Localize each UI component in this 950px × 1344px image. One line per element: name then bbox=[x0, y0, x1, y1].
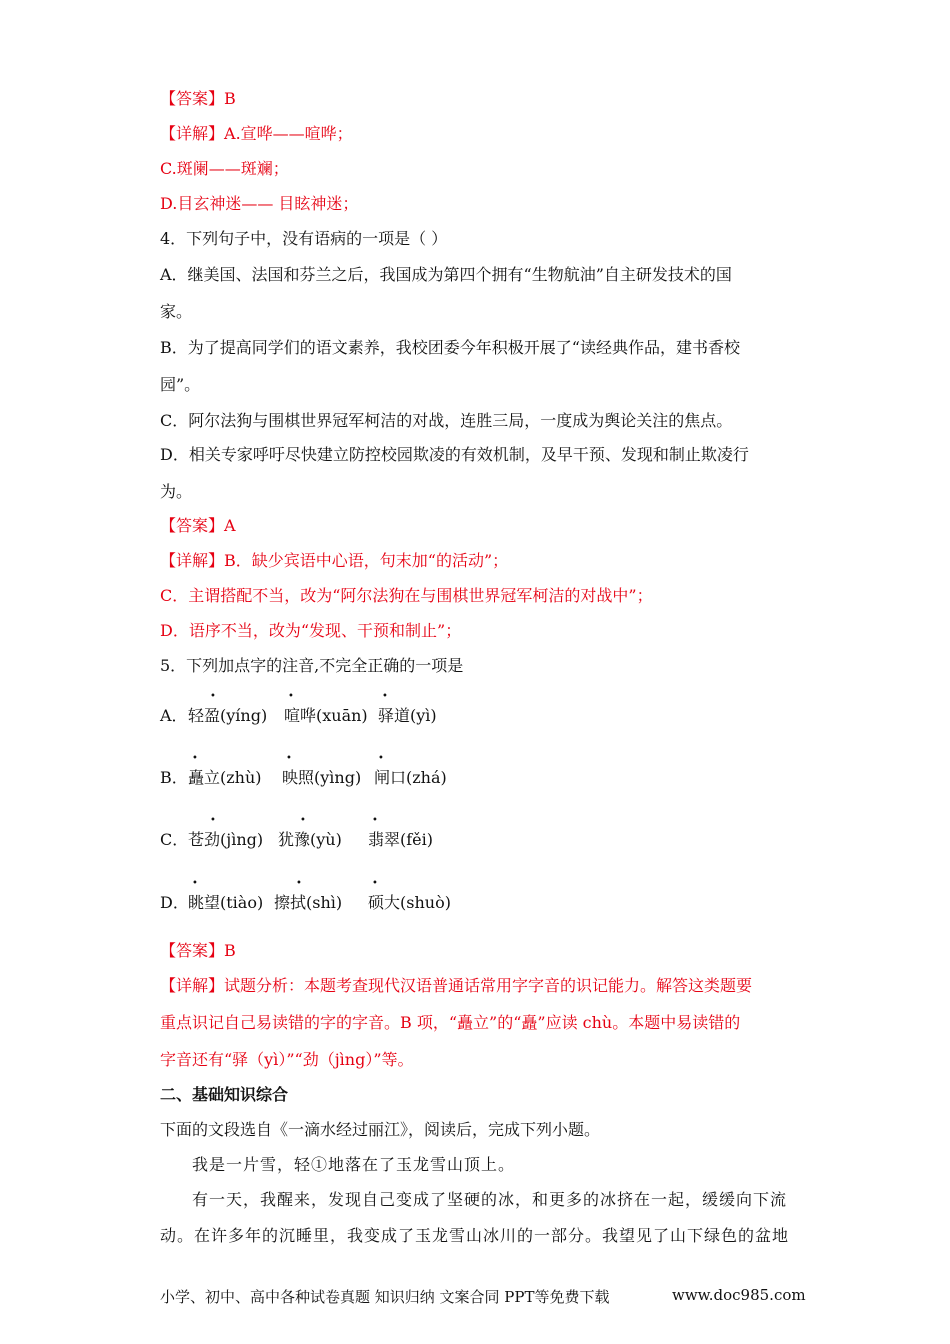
option-word-2: • 犹豫(yù) bbox=[278, 815, 342, 849]
passage-paragraph-2: 有一天，我醒来，发现自己变成了坚硬的冰，和更多的冰挤在一起，缓缓向下流 bbox=[192, 1190, 788, 1209]
detail-3-line: 重点识记自己易读错的字的字音。B 项，“矗立”的“矗”应读 chù。本题中易读错的 bbox=[160, 1013, 741, 1032]
option-label: D． bbox=[160, 893, 189, 912]
option-word-1: • 轻盈(yíng) bbox=[188, 691, 268, 725]
passage-paragraph-2-cont: 动。在许多年的沉睡里，我变成了玉龙雪山冰川的一部分。我望见了山下绿色的盆地 bbox=[160, 1226, 790, 1245]
detail-2-line: C．主谓搭配不当，改为“阿尔法狗在与围棋世界冠军柯洁的对战中”； bbox=[160, 586, 653, 605]
question-4-option-d: D．相关专家呼吁尽快建立防控校园欺凌的有效机制，及早干预、发现和制止欺凌行 bbox=[160, 445, 749, 464]
footer-site-link[interactable]: www.doc985.com bbox=[672, 1286, 806, 1304]
question-4-option-a: A．继美国、法国和芬兰之后，我国成为第四个拥有“生物航油”自主研发技术的国 bbox=[160, 265, 732, 284]
option-word-2: • 喧哗(xuān) bbox=[284, 691, 368, 725]
question-4-option-c: C．阿尔法狗与围棋世界冠军柯洁的对战，连胜三局，一度成为舆论关注的焦点。 bbox=[160, 411, 733, 430]
question-4-option-d-cont: 为。 bbox=[160, 482, 193, 501]
option-word-3: • 硕大(shuò) bbox=[368, 878, 451, 912]
option-word-2: • 擦拭(shì) bbox=[274, 878, 343, 912]
option-word-2: • 映照(yìng) bbox=[282, 753, 362, 787]
page-footer bbox=[160, 1286, 806, 1307]
option-label: C． bbox=[160, 830, 189, 849]
answer-2: 【答案】A bbox=[160, 516, 236, 535]
question-4-option-b-cont: 园”。 bbox=[160, 375, 201, 394]
option-label: B． bbox=[160, 768, 188, 787]
option-label: A． bbox=[160, 706, 188, 725]
detail-1: 【详解】A.宣哗——喧哗； bbox=[160, 124, 353, 143]
option-word-1: • 苍劲(jìng) bbox=[188, 815, 264, 849]
option-word-3: • 闸口(zhá) bbox=[374, 753, 447, 787]
option-word-1: • 矗立(zhù) bbox=[188, 753, 262, 787]
section-title: 二、基础知识综合 bbox=[160, 1085, 289, 1104]
option-word-3: • 驿道(yì) bbox=[378, 691, 437, 725]
question-4-option-a-cont: 家。 bbox=[160, 302, 193, 321]
answer-1: 【答案】B bbox=[160, 89, 236, 108]
section-intro: 下面的文段选自《一滴水经过丽江》，阅读后，完成下列小题。 bbox=[160, 1120, 601, 1139]
detail-2: 【详解】B．缺少宾语中心语，句末加“的活动”； bbox=[160, 551, 509, 570]
footer-text: 小学、初中、高中各种试卷真题 知识归纳 文案合同 PPT等免费下载 bbox=[160, 1288, 610, 1306]
passage-paragraph-1: 我是一片雪，轻①地落在了玉龙雪山顶上。 bbox=[192, 1155, 516, 1174]
detail-3: 【详解】试题分析：本题考查现代汉语普通话常用字字音的识记能力。解答这类题要 bbox=[160, 976, 753, 995]
detail-2-line: D．语序不当，改为“发现、干预和制止”； bbox=[160, 621, 462, 640]
detail-3-line: 字音还有“驿（yì）”“劲（jìng）”等。 bbox=[160, 1050, 414, 1069]
option-word-3: • 翡翠(fěi) bbox=[368, 815, 433, 849]
question-4-option-b: B．为了提高同学们的语文素养，我校团委今年积极开展了“读经典作品，建书香校 bbox=[160, 338, 740, 357]
option-word-1: • 眺望(tiào) bbox=[188, 878, 264, 912]
answer-3: 【答案】B bbox=[160, 941, 236, 960]
question-5-stem: 5．下列加点字的注音,不完全正确的一项是 bbox=[160, 656, 464, 675]
question-4-stem: 4．下列句子中，没有语病的一项是（ ） bbox=[160, 229, 448, 248]
detail-1-line: D.目玄神迷—— 目眩神迷； bbox=[160, 194, 359, 213]
detail-1-line: C.斑阑——斑斓； bbox=[160, 159, 289, 178]
